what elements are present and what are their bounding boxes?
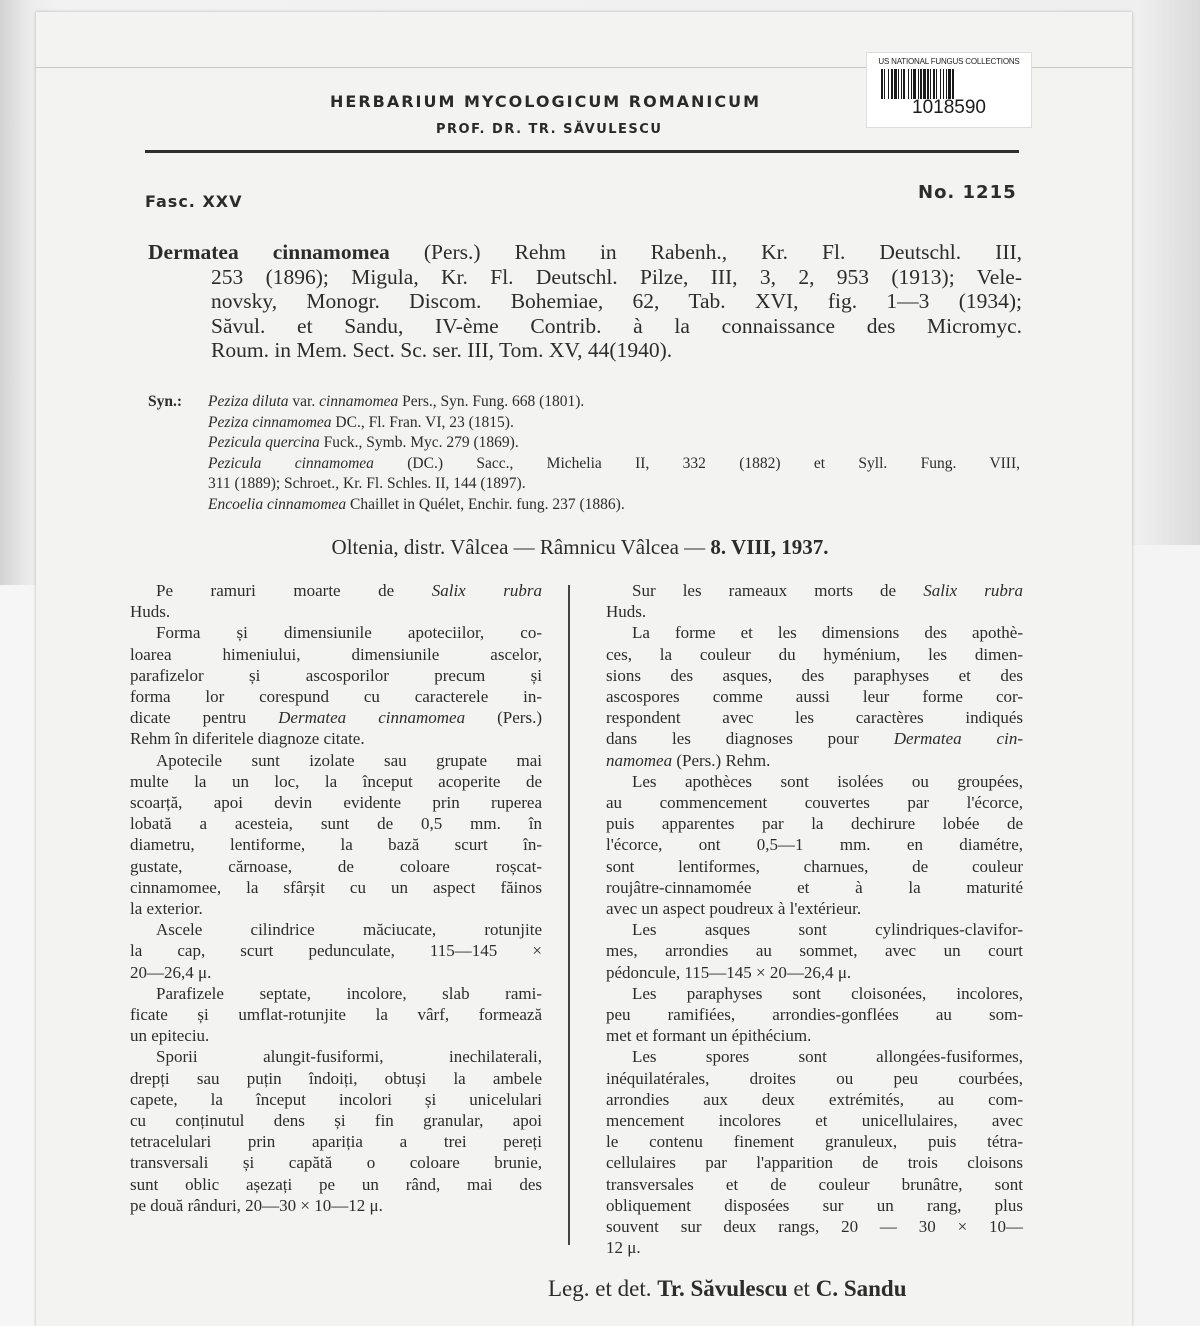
text-line: souvent sur deux rangs, 20 — 30 × 10— — [606, 1217, 1023, 1237]
text-line: obliquement disposées sur un rang, plus — [606, 1195, 1023, 1215]
barcode-icon — [881, 69, 1019, 99]
header-rule — [145, 150, 1019, 153]
text-line: peu ramifiées, arrondies-gonflées au som- — [606, 1005, 1023, 1025]
text-line: multe la un loc, la început acoperite de — [130, 771, 542, 791]
fascicle-label: Fasc. XXV — [145, 192, 243, 211]
text-line: tetracelulari prin apariția a trei pereți — [130, 1132, 542, 1152]
text-line: cellulaires par l'apparition de trois cloisons — [606, 1153, 1023, 1173]
text-line: gustate, cărnoase, de coloare roșcat- — [130, 856, 542, 876]
text-line: capete, la început incolori și unicelulari — [130, 1089, 542, 1109]
text-line: lobată a acesteia, sunt de 0,5 mm. în — [130, 814, 542, 834]
synonym-row: Pezicula cinnamomea (DC.) Sacc., Michelia II, 332 (1882) et Syll. Fung. VIII, — [208, 454, 1020, 472]
text-line: roujâtre-cinnamomée et à la maturité — [606, 877, 1023, 897]
synonym-row: Pezicula quercina Fuck., Symb. Myc. 279 (1869). — [208, 434, 519, 451]
description-french — [606, 580, 1023, 1259]
locality-line: Oltenia, distr. Vâlcea — Râmnicu Vâlcea — 8. VIII, 1937. — [331, 535, 829, 559]
text-line: Les spores sont allongées-fusiformes, — [632, 1047, 1023, 1067]
synonym-row: 311 (1889); Schroet., Kr. Fl. Schles. II, 144 (1897). — [208, 475, 526, 492]
text-line: l'écorce, ont 0,5—1 mm. en diamétre, — [606, 835, 1023, 855]
text-line: Les asques sont cylindriques-clavifor- — [632, 920, 1023, 940]
text-line: dans les diagnoses pour Dermatea cin- — [606, 729, 1023, 749]
text-line: La forme et les dimensions des apothè- — [632, 623, 1023, 643]
text-line: Pe ramuri moarte de Salix rubra — [156, 581, 542, 600]
column-divider — [568, 585, 570, 1245]
text-line: drepți sau puțin îndoiți, obtuși la ambele — [130, 1068, 542, 1088]
synonyms-label: Syn.: — [148, 393, 183, 410]
text-line: scoarță, apoi devin evidente prin ruperea — [130, 793, 542, 813]
text-line: sions des asques, des paraphyses et des — [606, 665, 1023, 685]
text-line: Rehm în diferitele diagnoze citate. — [130, 729, 365, 749]
text-line: diametru, lentiforme, la bază scurt în- — [130, 835, 542, 855]
barcode-caption: US NATIONAL FUNGUS COLLECTIONS — [878, 57, 1020, 66]
text-line: arrondies aux deux extrémités, au com- — [606, 1089, 1023, 1109]
text-line: Apotecile sunt izolate sau grupate mai — [156, 750, 542, 770]
text-line: Sporii alungit-fusiformi, inechilaterali, — [156, 1047, 542, 1067]
text-line: cinnamomee, la sfârșit cu un aspect făinos — [130, 877, 542, 897]
synonym-row: Peziza diluta var. cinnamomea Pers., Syn. Fung. 668 (1801). — [208, 393, 585, 410]
species-name: Dermatea cinnamomea — [148, 240, 390, 264]
collection-date: 8. VIII, 1937. — [710, 535, 829, 559]
citation-line: Roum. in Mem. Sect. Sc. ser. III, Tom. XV, 44(1940). — [211, 338, 673, 362]
packet-flap-right — [1129, 545, 1200, 1326]
citation-line: 253 (1896); Migula, Kr. Fl. Deutschl. Pilze, III, 3, 2, 953 (1913); Vele- — [211, 264, 1022, 289]
synonym-row: Encoelia cinnamomea Chaillet in Quélet, Enchir. fung. 237 (1886). — [208, 495, 625, 513]
text-line: ascospores comme aussi leur forme cor- — [606, 687, 1023, 707]
text-line: Huds. — [130, 602, 171, 622]
text-line: transversales et de couleur brunâtre, sont — [606, 1174, 1023, 1194]
herbarium-title: HERBARIUM MYCOLOGICUM ROMANICUM — [330, 92, 762, 111]
text-line: puis apparentes par la dechirure lobée de — [606, 814, 1023, 834]
synonym-name: Peziza cinnamomea — [208, 413, 332, 431]
synonym-row: Peziza cinnamomea DC., Fl. Fran. VI, 23 (1815). — [208, 413, 514, 431]
text-line: au commencement couvertes par l'écorce, — [606, 793, 1023, 813]
text-line: mes, arrondies au sommet, avec un court — [606, 941, 1023, 961]
text-line: respondent avec les caractères indiqués — [606, 708, 1023, 728]
text-line: 12 μ. — [606, 1238, 641, 1258]
text-line: Ascele cilindrice măciucate, rotunjite — [156, 920, 542, 940]
citation-line: novsky, Monogr. Discom. Bohemiae, 62, Tab. XVI, fig. 1—3 (1934); — [211, 289, 1022, 313]
text-line: ces, la couleur du hyménium, les dimen- — [606, 644, 1023, 664]
text-line: met et formant un épithécium. — [606, 1026, 812, 1046]
text-line: inéquilatérales, droites ou peu courbées, — [606, 1068, 1023, 1088]
text-line: Les apothèces sont isolées ou groupées, — [632, 771, 1023, 791]
text-line: la cap, scurt pedunculate, 115—145 × — [130, 941, 542, 961]
text-line: la exterior. — [130, 899, 203, 919]
text-line: Forma și dimensiunile apoteciilor, co- — [156, 623, 542, 643]
text-line: sont lentiformes, charnues, de couleur — [606, 856, 1023, 876]
text-line: forma lor corespund cu caracterele in- — [130, 687, 542, 707]
collector-name: Tr. Săvulescu — [657, 1276, 788, 1301]
synonym-name: Pezicula quercina — [208, 434, 320, 451]
text-line: cu conținutul dens și fin granular, apoi — [130, 1111, 542, 1131]
text-line: Huds. — [606, 602, 647, 622]
text-line: le contenu finement granuleux, puis tétra- — [606, 1132, 1023, 1152]
packet-flap-left — [0, 585, 37, 1326]
text-line: pe două rânduri, 20—30 × 10—12 μ. — [130, 1195, 383, 1215]
description-romanian — [130, 580, 542, 1216]
text-line: Parafizele septate, incolore, slab rami- — [156, 983, 542, 1003]
synonym-name: Encoelia cinnamomea — [208, 495, 347, 513]
collector-line: Leg. et det. Tr. Săvulescu et C. Sandu — [548, 1276, 907, 1301]
text-line: loarea himeniului, dimensiunile ascelor, — [130, 644, 542, 664]
text-line: mencement incolores et unicellulaires, avec — [606, 1111, 1023, 1131]
synonym-name: Pezicula cinnamomea — [208, 454, 374, 472]
collector-name: C. Sandu — [815, 1276, 907, 1301]
herbarium-subtitle: PROF. DR. TR. SĂVULESCU — [436, 122, 663, 137]
synonym-name: Peziza diluta — [208, 393, 289, 410]
barcode-sticker — [866, 52, 1032, 128]
text-line: ficate și umflat-rotunjite la vârf, formează — [130, 1005, 542, 1025]
citation-line: Săvul. et Sandu, IV-ème Contrib. à la connaissance des Micromyc. — [211, 313, 1022, 338]
text-line: avec un aspect poudreux à l'extérieur. — [606, 899, 862, 919]
text-line: Les paraphyses sont cloisonées, incolores, — [632, 983, 1023, 1003]
text-line: namomea (Pers.) Rehm. — [606, 750, 771, 770]
text-line: dicate pentru Dermatea cinnamomea (Pers.) — [130, 708, 542, 728]
barcode-number: 1018590 — [912, 97, 986, 118]
text-line: transversali și capătă o coloare brunie, — [130, 1153, 542, 1173]
text-line: parafizelor și ascosporilor precum și — [130, 665, 542, 685]
species-citation — [148, 240, 1022, 363]
citation-line: Dermatea cinnamomea (Pers.) Rehm in Rabenh., Kr. Fl. Deutschl. III, — [148, 240, 1023, 264]
synonyms-block — [148, 392, 1020, 515]
text-line: Sur les rameaux morts de Salix rubra — [632, 581, 1023, 600]
text-line: 20—26,4 μ. — [130, 962, 212, 982]
barcode-stripe — [952, 69, 954, 99]
text-line: pédoncule, 115—145 × 20—26,4 μ. — [606, 962, 852, 982]
text-line: sunt oblic așezați pe un rând, mai des — [130, 1174, 542, 1194]
exsiccata-number: No. 1215 — [918, 182, 1017, 203]
text-line: un epiteciu. — [130, 1026, 210, 1046]
